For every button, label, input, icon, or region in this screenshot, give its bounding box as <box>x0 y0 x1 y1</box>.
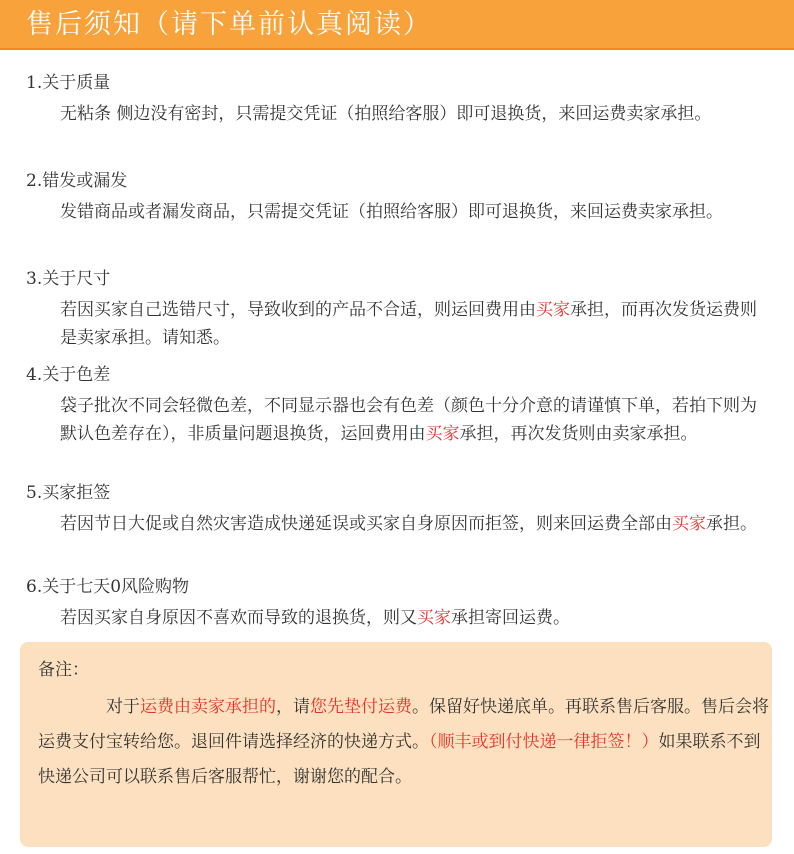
body-text: 袋子批次不同会轻微色差，不同显示器也会有色差（颜色十分介意的请谨慎下单，若拍下则为默认色差存在），非质量问题退换货，运回费用由 <box>60 396 757 444</box>
section-body <box>60 604 760 632</box>
section-heading: 3.关于尺寸 <box>26 269 111 289</box>
body-text: 承担。 <box>706 514 757 534</box>
body-text: 无粘条 侧边没有密封，只需提交凭证（拍照给客服）即可退换货，来回运费卖家承担。 <box>60 104 712 124</box>
highlight-text: 买家 <box>425 424 460 444</box>
body-text: 。保留好快递底单。再联系售后客服。售后会将运费支付宝转给您。退回件请选择经济的快递方式。 <box>38 697 769 752</box>
body-text: 若因买家自身原因不喜欢而导致的退换货，则又 <box>60 608 417 628</box>
section-heading: 5.买家拒签 <box>26 483 111 503</box>
highlight-text: 买家 <box>417 608 451 628</box>
section-body <box>60 100 760 128</box>
body-text: ，请 <box>276 697 310 717</box>
remark-body <box>38 690 774 795</box>
section-body <box>60 198 760 226</box>
body-text: 若因买家自己选错尺寸，导致收到的产品不合适，则运回费用由 <box>60 300 536 320</box>
highlight-text: 买家 <box>672 514 706 534</box>
highlight-text: （顺丰或到付快递一律拒签！） <box>429 732 659 752</box>
body-text: 发错商品或者漏发商品，只需提交凭证（拍照给客服）即可退换货，来回运费卖家承担。 <box>60 202 723 222</box>
body-text: 承担，再次发货则由卖家承担。 <box>459 424 698 444</box>
section-heading: 4.关于色差 <box>26 365 111 385</box>
section-heading: 6.关于七天0风险购物 <box>26 577 190 597</box>
section-body <box>60 510 760 538</box>
body-text: 对于 <box>106 697 140 717</box>
section-body <box>60 296 760 352</box>
section-heading: 1.关于质量 <box>26 73 111 93</box>
remark-box <box>20 642 772 847</box>
section-heading: 2.错发或漏发 <box>26 171 128 191</box>
body-text: 如果联系不到快递公司可以联系售后客服帮忙，谢谢您的配合。 <box>38 732 761 787</box>
body-text: 若因节日大促或自然灾害造成快递延误或买家自身原因而拒签，则来回运费全部由 <box>60 514 672 534</box>
remark-label: 备注： <box>38 660 89 680</box>
page-header <box>0 0 794 50</box>
body-text: 承担寄回运费。 <box>451 608 570 628</box>
page-title: 售后须知（请下单前认真阅读） <box>26 9 432 40</box>
highlight-text: 买家 <box>536 300 570 320</box>
body-text: 承担，而再次发货运费则是卖家承担。请知悉。 <box>60 300 757 348</box>
section-body <box>60 392 760 448</box>
highlight-text: 您先垫付运费 <box>310 697 412 717</box>
highlight-text: 运费由卖家承担的 <box>140 697 276 717</box>
